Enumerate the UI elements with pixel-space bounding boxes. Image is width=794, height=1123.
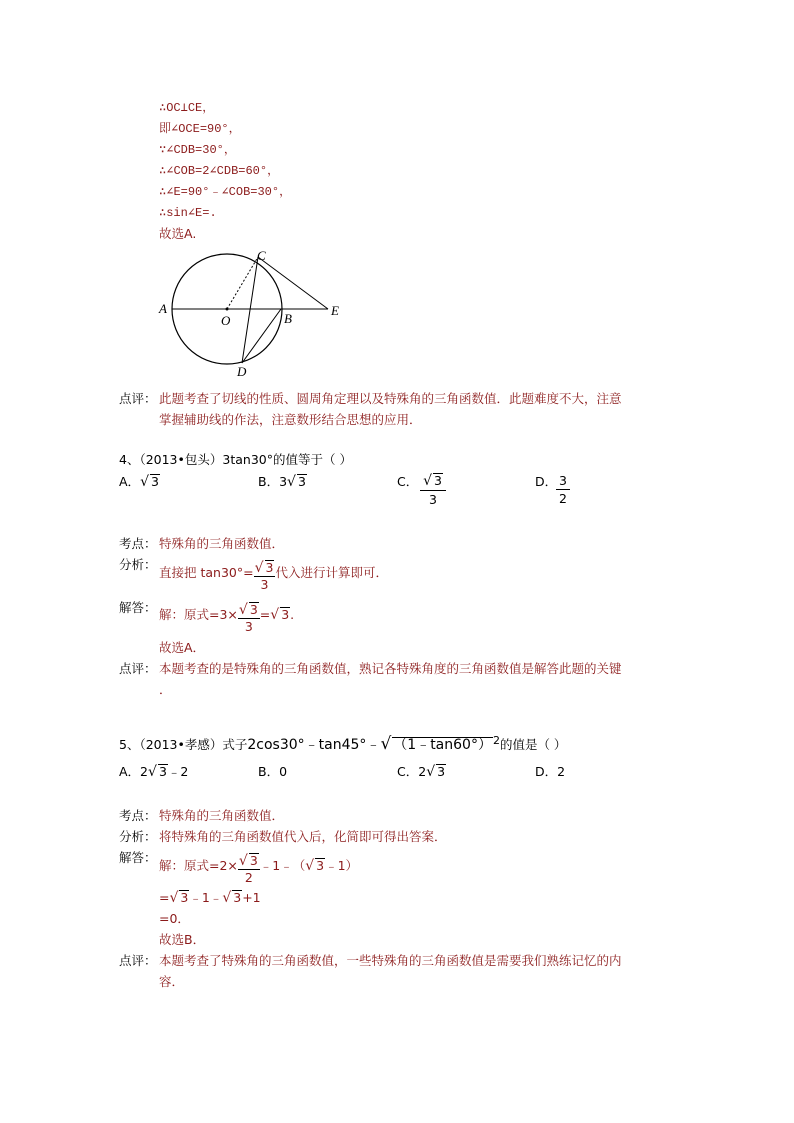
sqrt-3: 3 (150, 474, 159, 489)
q5-option-a: A．2√ 3﹣2 (119, 764, 189, 780)
numerator: 3 (556, 472, 570, 490)
sqrt-3: 3 (297, 474, 306, 489)
q5-pingping-label: 点评： (119, 953, 157, 968)
q4-option-b: B．3√ 3 (258, 474, 306, 490)
line-ce (258, 257, 328, 309)
period: . (290, 607, 295, 622)
q5-fenxi: 将特殊角的三角函数值代入后，化简即可得出答案． (159, 829, 447, 844)
q4-option-c-fraction: √ 3 3 (420, 472, 446, 508)
label-e: E (331, 303, 339, 318)
denominator: 2 (559, 491, 567, 506)
label-b: B (284, 311, 292, 326)
line-end: +1 (242, 890, 261, 905)
q5-jieda: 解：原式=2× $\frac{√ 3}{2}$ ﹣1﹣（√ 3﹣1） (159, 853, 359, 885)
q5-option-c: C．2√ 3 (397, 764, 446, 780)
jieda-text: 解：原式=2× (159, 858, 238, 873)
sqrt-3: 3 (158, 764, 167, 779)
label-o: O (221, 313, 231, 328)
solution-line-6: ∴sin∠E=. (159, 206, 217, 220)
equals: = (259, 607, 271, 622)
option-a-tail: ﹣2 (167, 764, 189, 779)
line-mid: ﹣1﹣ (189, 890, 223, 905)
q4-kaodian-label: 考点： (119, 536, 157, 551)
q4-pingping-line-2: ． (159, 682, 172, 697)
sqrt-3: 3 (233, 890, 242, 905)
q4-stem: 4、（2013•包头）3tan30°的值等于（ ） (119, 452, 352, 467)
radicand: （1﹣tan60°） (393, 737, 492, 754)
denominator: 2 (244, 870, 253, 885)
q4-fenxi-label: 分析： (119, 557, 157, 572)
line-cd (242, 257, 258, 363)
solution-line-3: ∵∠CDB=30°， (159, 143, 236, 157)
option-a-label: A． (119, 474, 141, 489)
q4-choose: 故选A． (159, 640, 206, 655)
q5-kaodian-label: 考点： (119, 808, 157, 823)
option-c-label: C． (397, 474, 419, 489)
sqrt-3: 3 (249, 602, 258, 617)
solution-line-1: ∴OC⊥CE， (159, 101, 215, 115)
option-c-label: C．2 (397, 764, 427, 779)
q4-jieda-label: 解答： (119, 600, 157, 615)
fenxi-text: 直接把 tan30°= (159, 565, 254, 580)
option-d-label: D． (535, 474, 558, 489)
q4-jieda: 解：原式=3× $\frac{√ 3}{3}$ =√ 3. (159, 602, 295, 634)
q5-fenxi-label: 分析： (119, 829, 157, 844)
stem-text: 5、（2013•孝感）式子 (119, 737, 248, 753)
exponent: 2 (492, 734, 500, 747)
q5-kaodian: 特殊角的三角函数值． (159, 808, 285, 823)
comment-line-2: 掌握辅助线的作法，注意数形结合思想的应用． (159, 412, 422, 427)
option-a-label: A．2 (119, 764, 149, 779)
q4-option-c (397, 474, 418, 490)
comment-line-1: 此题考查了切线的性质、圆周角定理以及特殊角的三角函数值．此题难度不大，注意 (159, 391, 622, 406)
label-d: D (237, 364, 247, 379)
q5-choose: 故选B． (159, 932, 206, 947)
sqrt-3: 3 (433, 473, 442, 488)
denominator: 3 (429, 492, 437, 507)
q5-option-d: D．2 (535, 764, 566, 779)
denominator: 3 (244, 619, 253, 634)
q4-fenxi: 直接把 tan30°= $\frac{√ 3}{3}$ 代入进行计算即可． (159, 560, 388, 592)
sqrt-3: 3 (249, 853, 258, 868)
solution-line-4: ∴∠COB=2∠CDB=60°， (159, 164, 280, 178)
denominator: 3 (260, 577, 269, 592)
jieda-tail: ﹣1） (325, 858, 359, 873)
label-a: A (159, 301, 167, 316)
q4-option-d (535, 474, 557, 490)
q4-pingping-line-1: 本题考查的是特殊角的三角函数值，熟记各特殊角度的三角函数值是解答此题的关键 (159, 661, 622, 676)
jieda-text: 解：原式=3× (159, 607, 238, 622)
q4-pingping-label: 点评： (119, 661, 157, 676)
center-point (226, 308, 229, 311)
sqrt-3: 3 (180, 890, 189, 905)
label-c: C (257, 248, 266, 263)
q5-line-3: =0． (159, 911, 190, 926)
stem-text-end: 的值是（ ） (499, 737, 567, 753)
sqrt-3: 3 (437, 764, 446, 779)
q5-jieda-label: 解答： (119, 850, 157, 865)
q5-line-2: =√ 3﹣1﹣√ 3+1 (159, 890, 261, 906)
circle-figure (150, 245, 350, 380)
solution-line-5: ∴∠E=90°﹣∠COB=30°， (159, 185, 292, 199)
equals: = (159, 890, 170, 905)
comment-label: 点评： (119, 391, 157, 406)
q4-option-a: A．√ 3 (119, 474, 159, 490)
solution-line-2: 即∠OCE=90°， (159, 122, 241, 136)
fenxi-text-end: 代入进行计算即可． (275, 565, 388, 580)
sqrt-3: 3 (281, 607, 290, 622)
sqrt-3: 3 (265, 560, 274, 575)
option-b-label: B．3 (258, 474, 288, 489)
q5-pingping-line-2: 容． (159, 974, 185, 989)
solution-line-7: 故选A. (159, 226, 197, 241)
expression: 2cos30°﹣tan45°﹣ (247, 737, 381, 754)
q5-stem: 5、（2013•孝感）式子2cos30°﹣tan45°﹣√ （1﹣tan60°）$^2$的值是（ ） (119, 734, 567, 755)
q4-option-d-fraction (556, 472, 570, 507)
q4-kaodian: 特殊角的三角函数值． (159, 536, 285, 551)
q5-pingping-line-1: 本题考查了特殊角的三角函数值，一些特殊角的三角函数值是需要我们熟练记忆的内 (159, 953, 622, 968)
sqrt-3: 3 (316, 858, 325, 873)
line-oc-dashed (227, 257, 258, 309)
jieda-mid: ﹣1﹣（ (259, 858, 306, 873)
q5-option-b: B．0 (258, 764, 288, 779)
